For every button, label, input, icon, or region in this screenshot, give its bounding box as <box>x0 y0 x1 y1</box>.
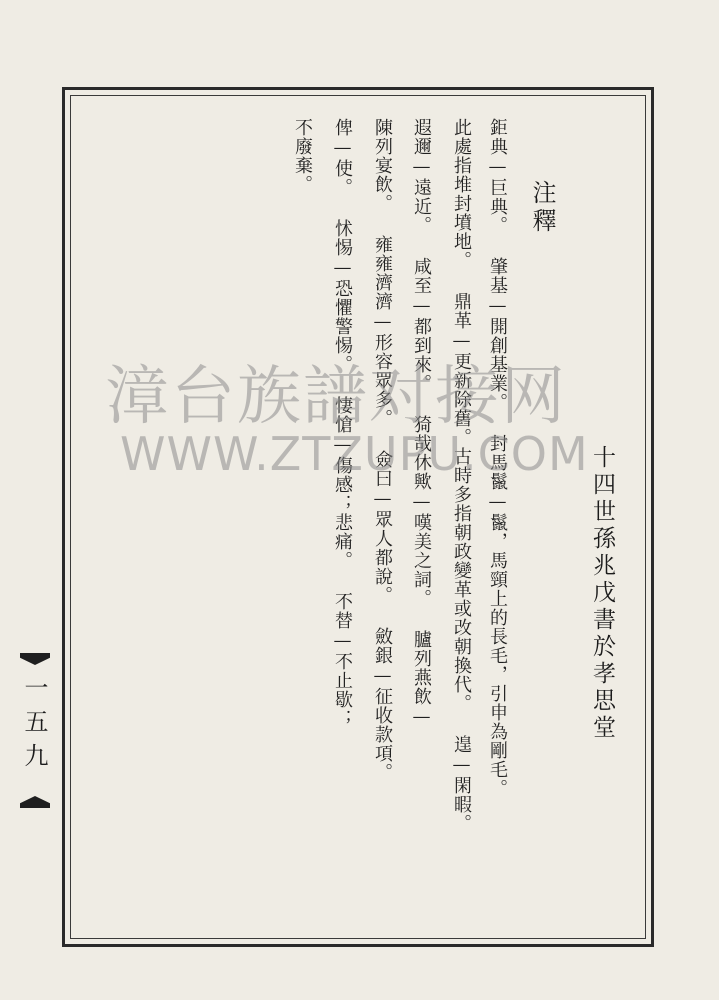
note-line-3: 遐邇—遠近。 咸至—都到來。 猗哉休歟—嘆美之詞。 臚列燕飲— <box>411 118 432 728</box>
note-line-2: 此處指堆封墳地。 鼎革—更新除舊。古時多指朝政變革或改朝換代。 遑—閑暇。 <box>451 118 472 833</box>
watermark-text: 漳台族譜对接网 <box>105 360 567 434</box>
note-line-6: 不廢棄。 <box>292 118 313 194</box>
note-line-1: 鉅典—巨典。 肇基—開創基業。 封馬鬣—鬣，馬頸上的長毛，引申為剛毛。 <box>487 118 508 798</box>
note-line-5: 俾—使。 怵惕—恐懼警惕。 悽愴—傷感；悲痛。 不替—不止歇； <box>332 118 353 728</box>
page-number-cap-bottom <box>20 796 50 808</box>
document-title: 十四世孫兆戊書於孝思堂 <box>589 445 615 742</box>
watermark-url: WWW.ZTZUPU.COM <box>120 427 589 481</box>
page-number-marker <box>18 653 52 808</box>
page-border-inner <box>70 95 646 939</box>
page-number: 一五九 <box>20 675 48 777</box>
page-number-cap-top <box>20 653 50 665</box>
note-line-4: 陳列宴飲。 雍雍濟濟—形容眾多。 僉曰—眾人都說。 斂銀—征收款項。 <box>372 118 393 782</box>
notes-heading: 注釋 <box>528 180 556 236</box>
